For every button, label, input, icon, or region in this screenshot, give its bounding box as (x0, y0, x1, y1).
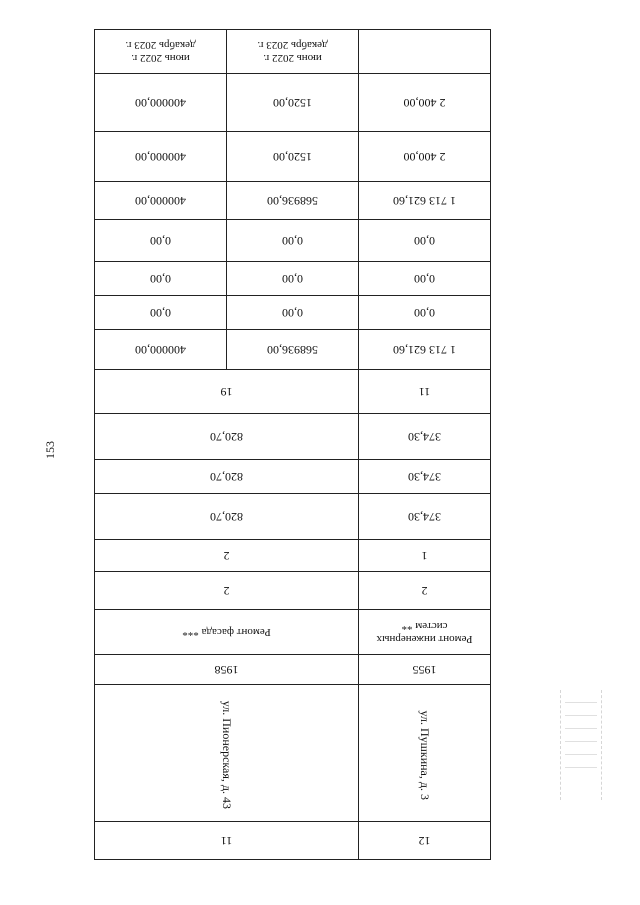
document-table-rotated (95, 30, 491, 860)
cell: 0,00 (95, 220, 227, 262)
table-row (95, 460, 491, 494)
table-row (95, 220, 491, 262)
cell: 19 (95, 370, 359, 414)
table-row (95, 822, 491, 860)
document-table-wrapper (95, 30, 491, 860)
cell: 1520,00 (227, 74, 359, 132)
table-row (95, 414, 491, 460)
table-row (95, 182, 491, 220)
cell: 0,00 (227, 220, 359, 262)
table-row (95, 655, 491, 685)
table-row (95, 330, 491, 370)
table-row (95, 132, 491, 182)
cell: 2 400,00 (359, 132, 491, 182)
cell (95, 685, 359, 822)
cell: Ремонт фасада *** (95, 610, 359, 655)
table-row (95, 296, 491, 330)
cell: 1 (359, 540, 491, 572)
cell: 11 (359, 370, 491, 414)
cell: 2 400,00 (359, 74, 491, 132)
cell (359, 685, 491, 822)
table-row (95, 262, 491, 296)
cell: 820,70 (95, 494, 359, 540)
page-number: 153 (43, 441, 57, 459)
cell: 12 (359, 822, 491, 860)
cell: 374,30 (359, 460, 491, 494)
cell: июнь 2022 г. декабрь 2023 г. (95, 30, 227, 74)
cell: 1955 (359, 655, 491, 685)
cell: 0,00 (359, 262, 491, 296)
table-row (95, 610, 491, 655)
table-row (95, 494, 491, 540)
table-row (95, 685, 491, 822)
table-row (95, 74, 491, 132)
table-row (95, 572, 491, 610)
cell: 568936,00 (227, 330, 359, 370)
cell: 1520,00 (227, 132, 359, 182)
address-label: ул. Пионерская, д. 43 (220, 700, 234, 810)
table-row (95, 30, 491, 74)
cell: 400000,00 (95, 74, 227, 132)
table-row (95, 370, 491, 414)
cell: 11 (95, 822, 359, 860)
cell: 0,00 (359, 296, 491, 330)
cell (359, 30, 491, 74)
cell: 374,30 (359, 414, 491, 460)
cell: 374,30 (359, 494, 491, 540)
faint-margin-stamp (560, 690, 602, 800)
cell: 820,70 (95, 460, 359, 494)
cell: 0,00 (359, 220, 491, 262)
data-table (94, 29, 491, 860)
cell: 2 (95, 540, 359, 572)
cell: 400000,00 (95, 182, 227, 220)
cell: 568936,00 (227, 182, 359, 220)
cell: 1958 (95, 655, 359, 685)
cell: 400000,00 (95, 132, 227, 182)
cell: 2 (359, 572, 491, 610)
cell: 0,00 (227, 262, 359, 296)
cell: 400000,00 (95, 330, 227, 370)
address-label: ул. Пушкина, д. 3 (418, 710, 432, 800)
cell: 2 (95, 572, 359, 610)
cell: 1 713 621,60 (359, 182, 491, 220)
cell: 0,00 (227, 296, 359, 330)
table-row (95, 540, 491, 572)
cell: 0,00 (95, 296, 227, 330)
cell: 1 713 621,60 (359, 330, 491, 370)
cell: 0,00 (95, 262, 227, 296)
cell: Ремонт инженерных систем ** (359, 610, 491, 655)
cell: июнь 2022 г. декабрь 2023 г. (227, 30, 359, 74)
cell: 820,70 (95, 414, 359, 460)
